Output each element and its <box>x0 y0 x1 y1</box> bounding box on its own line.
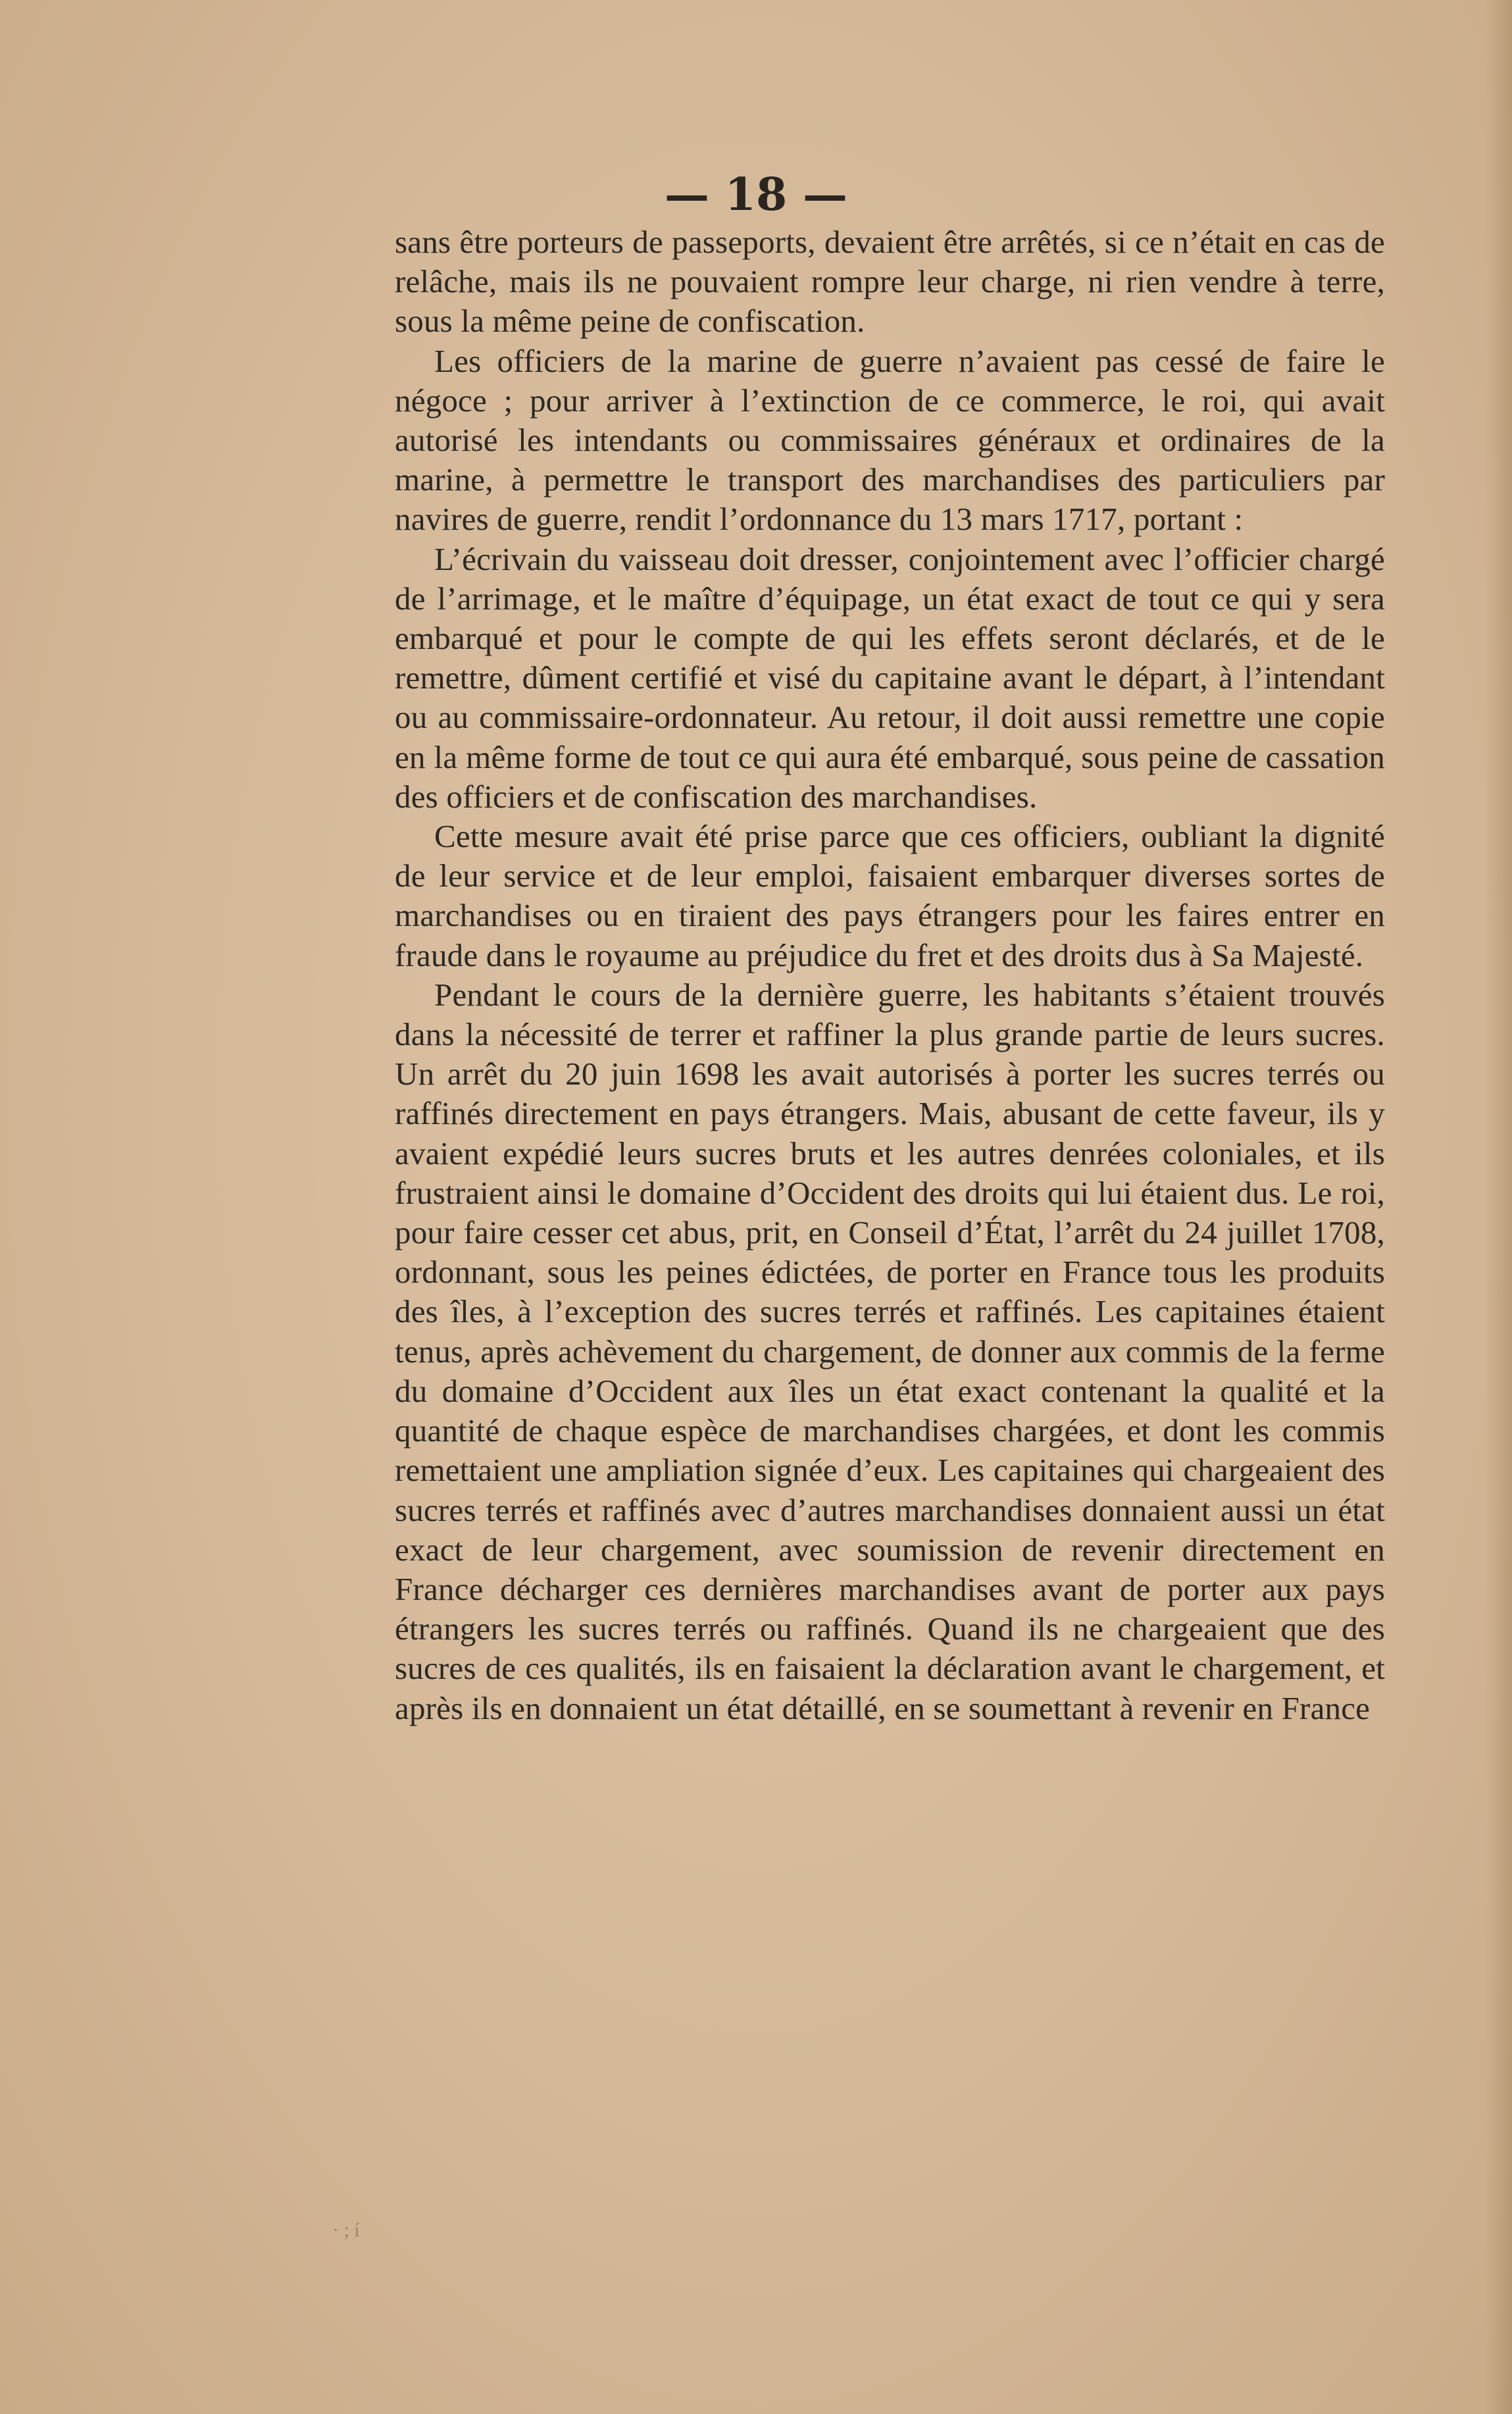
page-edge-shadow <box>1486 0 1512 2414</box>
paragraph-1: sans être porteurs de passeports, devaient être arrêtés, si ce n’était en cas de relâche, mais ils ne pouvaient rompre leur charge, ni rien vendre à terre, sous la même peine de confiscation. <box>395 224 1385 340</box>
body-text <box>395 222 1385 1728</box>
margin-mark: · ; í <box>332 2219 360 2241</box>
paragraph-2: Les officiers de la marine de guerre n’avaient pas cessé de faire le négoce ; pour arriver à l’extinction de ce commerce, le roi, qui avait autorisé les intendants ou commissaires généraux et ordinaires de la marine, à permettre le transport des marchandises des particuliers par navires de guerre, rendit l’ordonnance du 13 mars 1717, portant : <box>395 342 1385 538</box>
paragraph-4: Cette mesure avait été prise parce que ces officiers, oubliant la dignité de leur service et de leur emploi, faisaient embarquer diverses sortes de marchandises ou en tiraient des pays étrangers pour les faires entrer en fraude dans le royaume au préjudice du fret et des droits dus à Sa Majesté. <box>395 818 1385 973</box>
page-number: — 18 — <box>665 168 847 221</box>
paragraph-3: L’écrivain du vaisseau doit dresser, conjointement avec l’officier chargé de l’arrimage, et le maître d’équipage, un état exact de tout ce qui y sera embarqué et pour le compte de qui les effets seront déclarés, et de le remettre, dûment certifié et visé du capitaine avant le départ, à l’intendant ou au commissaire-ordonnateur. Au retour, il doit aussi remettre une copie en la même forme de tout ce qui aura été embarqué, sous peine de cassation des officiers et de confiscation des marchandises. <box>395 540 1385 815</box>
paragraph-5: Pendant le cours de la dernière guerre, les habitants s’étaient trouvés dans la nécessité de terrer et raffiner la plus grande partie de leurs sucres. Un arrêt du 20 juin 1698 les avait autorisés à porter les sucres terrés ou raffinés directement en pays étrangers. Mais, abusant de cette faveur, ils y avaient expédié leurs sucres bruts et les autres denrées coloniales, et ils frustraient ainsi le domaine d’Occident des droits qui lui étaient dus. Le roi, pour faire cesser cet abus, prit, en Conseil d’État, l’arrêt du 24 juillet 1708, ordonnant, sous les peines édictées, de porter en France tous les produits des îles, à l’exception des sucres terrés et raffinés. Les capitaines étaient tenus, après achèvement du chargement, de donner aux commis de la ferme du domaine d’Occident aux îles un état exact contenant la qualité et la quantité de chaque espèce de marchandises chargées, et dont les commis remettaient une ampliation signée d’eux. Les capitaines qui chargeaient des sucres terrés et raffinés avec d’autres marchandises donnaient aussi un état exact de leur chargement, avec soumission de revenir directement en France décharger ces dernières marchandises avant de porter aux pays étrangers les sucres terrés ou raffinés. Quand ils ne chargeaient que des sucres de ces qualités, ils en faisaient la déclaration avant le chargement, et après ils en donnaient un état détaillé, en se soumettant à revenir en France <box>395 976 1385 1726</box>
